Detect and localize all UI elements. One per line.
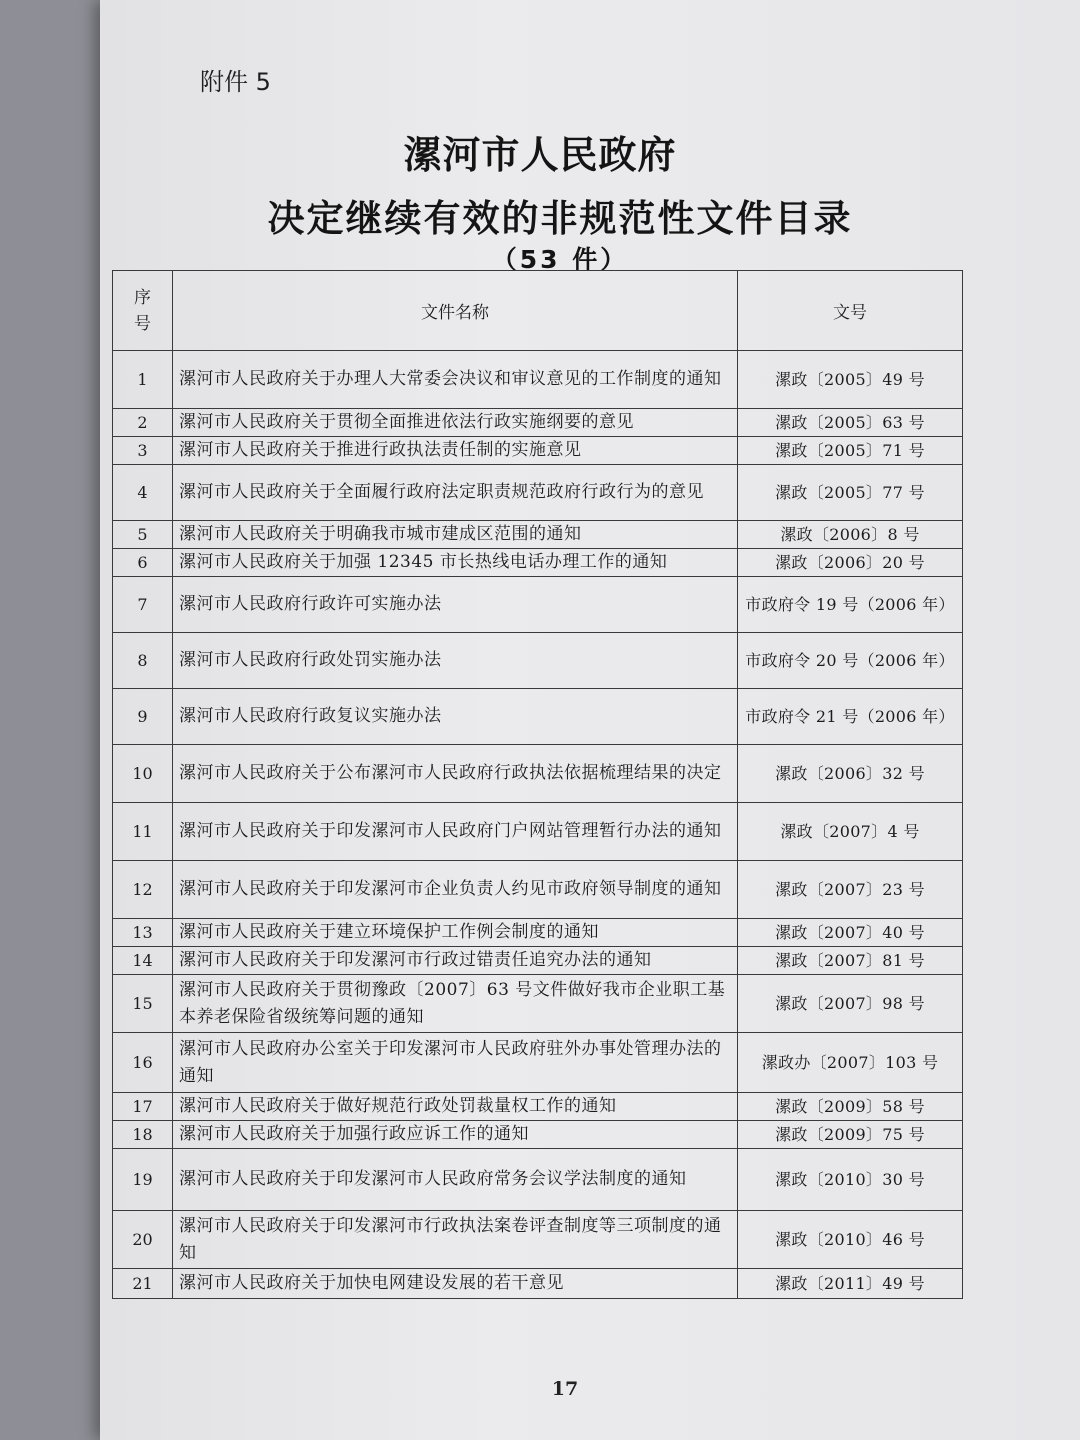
row-document-name: 漯河市人民政府关于印发漯河市人民政府门户网站管理暂行办法的通知 [173,803,738,861]
row-number: 11 [113,803,173,861]
row-number: 14 [113,947,173,975]
row-document-name: 漯河市人民政府关于印发漯河市行政执法案卷评查制度等三项制度的通知 [173,1211,738,1269]
table-row [113,1269,963,1299]
row-document-name: 漯河市人民政府关于贯彻豫政〔2007〕63 号文件做好我市企业职工基本养老保险省级统筹问题的通知 [173,975,738,1033]
row-number: 5 [113,521,173,549]
row-number: 18 [113,1121,173,1149]
table-row [113,803,963,861]
row-document-number: 漯政〔2007〕81 号 [738,947,963,975]
row-document-number: 漯政〔2007〕4 号 [738,803,963,861]
row-number: 13 [113,919,173,947]
row-document-name: 漯河市人民政府关于建立环境保护工作例会制度的通知 [173,919,738,947]
row-number: 10 [113,745,173,803]
table-row [113,1211,963,1269]
row-document-number: 市政府令 20 号（2006 年） [738,633,963,689]
table-row [113,549,963,577]
row-number: 15 [113,975,173,1033]
row-document-number: 漯政办〔2007〕103 号 [738,1033,963,1093]
table-row [113,947,963,975]
row-number: 19 [113,1149,173,1211]
row-document-number: 漯政〔2005〕63 号 [738,409,963,437]
row-document-number: 漯政〔2006〕32 号 [738,745,963,803]
row-document-name: 漯河市人民政府行政许可实施办法 [173,577,738,633]
row-document-number: 漯政〔2007〕23 号 [738,861,963,919]
table-row [113,1033,963,1093]
row-document-name: 漯河市人民政府关于办理人大常委会决议和审议意见的工作制度的通知 [173,351,738,409]
row-number: 1 [113,351,173,409]
row-number: 21 [113,1269,173,1299]
attachment-label: 附件 5 [200,68,271,96]
header-doc: 文号 [738,271,963,351]
row-document-name: 漯河市人民政府关于印发漯河市人民政府常务会议学法制度的通知 [173,1149,738,1211]
row-number: 7 [113,577,173,633]
row-document-name: 漯河市人民政府关于公布漯河市人民政府行政执法依据梳理结果的决定 [173,745,738,803]
row-number: 9 [113,689,173,745]
row-document-name: 漯河市人民政府关于明确我市城市建成区范围的通知 [173,521,738,549]
row-document-number: 漯政〔2010〕30 号 [738,1149,963,1211]
row-document-number: 漯政〔2010〕46 号 [738,1211,963,1269]
row-number: 12 [113,861,173,919]
row-document-number: 市政府令 19 号（2006 年） [738,577,963,633]
row-document-number: 漯政〔2007〕98 号 [738,975,963,1033]
table-row [113,861,963,919]
row-document-number: 漯政〔2006〕8 号 [738,521,963,549]
table-row [113,689,963,745]
row-document-name: 漯河市人民政府行政复议实施办法 [173,689,738,745]
table-row [113,521,963,549]
header-seq-label: 序 号 [134,287,151,334]
document-title-line1: 漯河市人民政府 [403,133,677,177]
table-row [113,437,963,465]
table-row [113,975,963,1033]
table-row [113,1121,963,1149]
document-list-table [112,270,963,1299]
header-name: 文件名称 [173,271,738,351]
row-document-name: 漯河市人民政府关于推进行政执法责任制的实施意见 [173,437,738,465]
row-document-number: 漯政〔2009〕58 号 [738,1093,963,1121]
row-document-number: 漯政〔2005〕49 号 [738,351,963,409]
row-document-name: 漯河市人民政府关于加快电网建设发展的若干意见 [173,1269,738,1299]
row-document-name: 漯河市人民政府行政处罚实施办法 [173,633,738,689]
row-number: 17 [113,1093,173,1121]
row-document-number: 漯政〔2005〕77 号 [738,465,963,521]
row-number: 2 [113,409,173,437]
table-row [113,577,963,633]
row-document-number: 漯政〔2009〕75 号 [738,1121,963,1149]
header-seq [113,271,173,351]
row-document-number: 漯政〔2006〕20 号 [738,549,963,577]
row-document-name: 漯河市人民政府关于加强行政应诉工作的通知 [173,1121,738,1149]
row-document-number: 市政府令 21 号（2006 年） [738,689,963,745]
table-row [113,465,963,521]
table-header-row [113,271,963,351]
row-number: 4 [113,465,173,521]
document-count: （53 件） [491,245,629,274]
row-document-name: 漯河市人民政府关于印发漯河市企业负责人约见市政府领导制度的通知 [173,861,738,919]
row-number: 6 [113,549,173,577]
row-number: 8 [113,633,173,689]
row-number: 16 [113,1033,173,1093]
row-number: 3 [113,437,173,465]
table-row [113,1093,963,1121]
table-row [113,633,963,689]
page-number: 17 [551,1378,579,1400]
row-document-name: 漯河市人民政府关于加强 12345 市长热线电话办理工作的通知 [173,549,738,577]
row-document-name: 漯河市人民政府关于贯彻全面推进依法行政实施纲要的意见 [173,409,738,437]
table-row [113,351,963,409]
row-document-number: 漯政〔2007〕40 号 [738,919,963,947]
row-document-name: 漯河市人民政府关于全面履行政府法定职责规范政府行政行为的意见 [173,465,738,521]
table-row [113,409,963,437]
row-number: 20 [113,1211,173,1269]
row-document-name: 漯河市人民政府关于做好规范行政处罚裁量权工作的通知 [173,1093,738,1121]
document-title-line2: 决定继续有效的非规范性文件目录 [267,197,853,240]
row-document-name: 漯河市人民政府办公室关于印发漯河市人民政府驻外办事处管理办法的通知 [173,1033,738,1093]
row-document-number: 漯政〔2011〕49 号 [738,1269,963,1299]
row-document-name: 漯河市人民政府关于印发漯河市行政过错责任追究办法的通知 [173,947,738,975]
table-row [113,745,963,803]
row-document-number: 漯政〔2005〕71 号 [738,437,963,465]
table-row [113,1149,963,1211]
table-row [113,919,963,947]
